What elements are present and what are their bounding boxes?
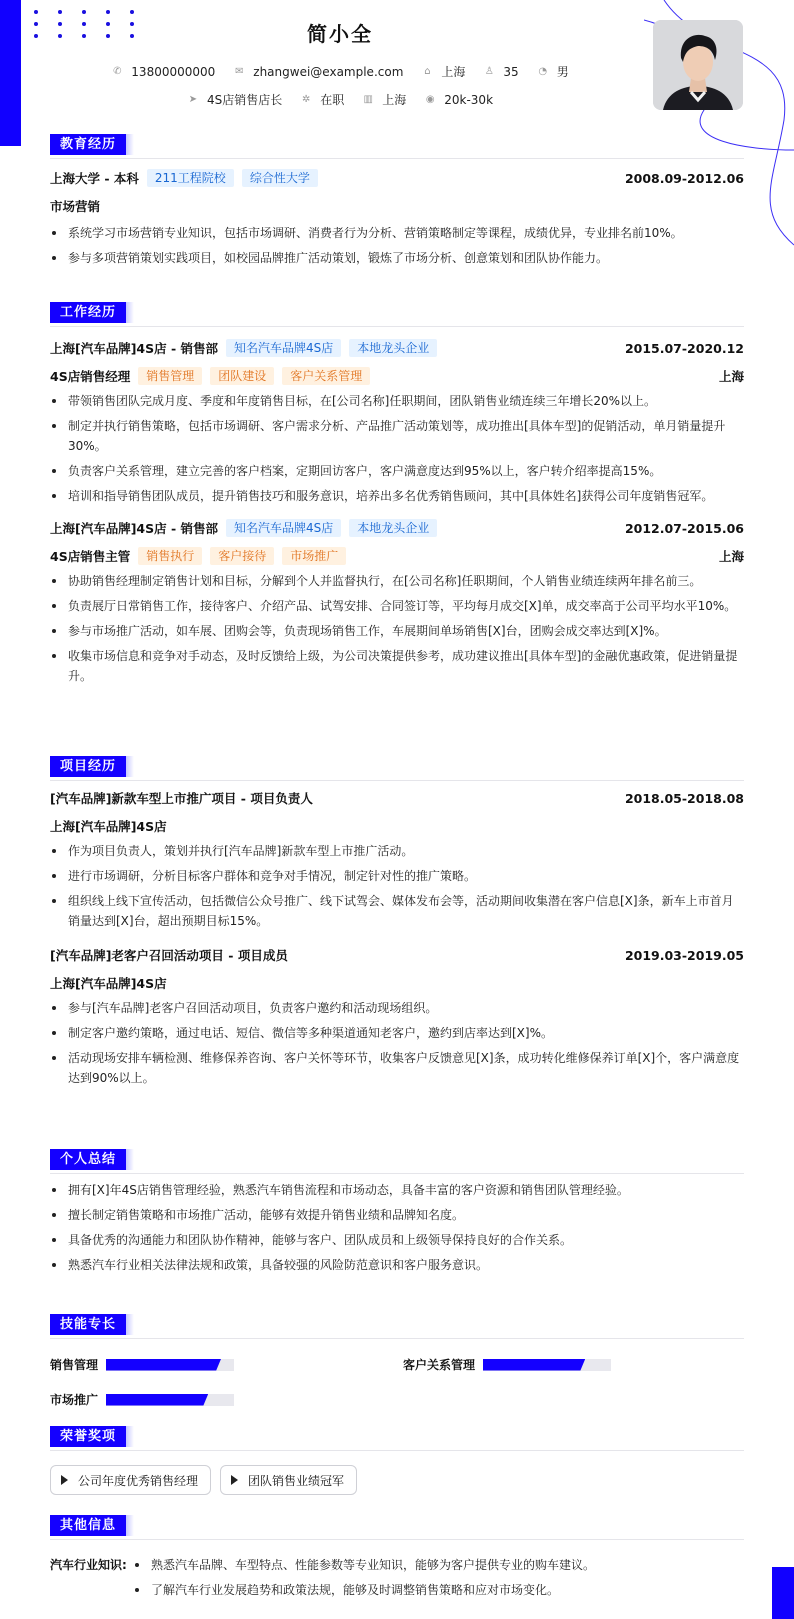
section-title: 工作经历 <box>50 302 126 323</box>
age-icon: ♙ <box>484 65 494 77</box>
skill-name: 市场推广 <box>50 1393 99 1407</box>
section-title: 教育经历 <box>50 134 126 155</box>
skill-name: 销售管理 <box>50 1358 99 1372</box>
section-title: 技能专长 <box>50 1314 126 1335</box>
work-section <box>50 302 744 686</box>
job-bullets <box>50 391 744 506</box>
list-item: 收集市场信息和竞争对手动态，及时反馈给上级，为公司决策提供参考，成功建议推出[具体车型]的金融优惠政策，促进销量提升。 <box>50 646 744 686</box>
awards-section <box>50 1426 744 1448</box>
list-item: 拥有[X]年4S店销售管理经验，熟悉汽车销售流程和市场动态，具备丰富的客户资源和销售团队管理经验。 <box>50 1180 744 1200</box>
list-item: 带领销售团队完成月度、季度和年度销售目标，在[公司名称]任职期间，团队销售业绩连续三年增长20%以上。 <box>50 391 744 411</box>
role-name: 4S店销售经理 <box>50 369 131 384</box>
list-item: 负责客户关系管理，建立完善的客户档案，定期回访客户，客户满意度达到95%以上，客户转介绍率提高15%。 <box>50 461 744 481</box>
home-icon: ⌂ <box>424 65 431 77</box>
major: 市场营销 <box>50 199 101 214</box>
list-item: 系统学习市场营销专业知识，包括市场调研、消费者行为分析、营销策略制定等课程，成绩优异，专业排名前10%。 <box>50 223 744 243</box>
role-tag: 销售管理 <box>138 367 202 385</box>
expected-salary: 20k-30k <box>444 92 494 107</box>
list-item: 培训和指导销售团队成员，提升销售技巧和服务意识，培养出多名优秀销售顾问，其中[具体姓名]获得公司年度销售冠军。 <box>50 486 744 506</box>
list-item: 擅长制定销售策略和市场推广活动，能够有效提升销售业绩和品牌知名度。 <box>50 1205 744 1225</box>
role-tag: 客户接待 <box>210 547 274 565</box>
role-tag: 市场推广 <box>282 547 346 565</box>
skill-item <box>50 1356 234 1373</box>
job-city: 上海 <box>718 369 744 384</box>
school-tag: 综合性大学 <box>242 169 318 187</box>
send-icon: ➤ <box>188 93 198 105</box>
project-header <box>50 945 744 965</box>
list-item: 作为项目负责人，策划并执行[汽车品牌]新款车型上市推广活动。 <box>50 841 744 861</box>
award-name: 公司年度优秀销售经理 <box>78 1473 199 1488</box>
status-icon: ✲ <box>302 93 311 105</box>
company-tag: 本地龙头企业 <box>349 519 437 537</box>
list-item: 参与市场推广活动，如车展、团购会等，负责现场销售工作，车展期间单场销售[X]台，团购会成交率达到[X]%。 <box>50 621 744 641</box>
summary-section <box>50 1149 744 1275</box>
section-title: 个人总结 <box>50 1149 126 1170</box>
education-bullets <box>50 223 744 268</box>
period: 2015.07-2020.12 <box>624 340 744 356</box>
employment-status: 在职 <box>320 93 345 107</box>
award-name: 团队销售业绩冠军 <box>248 1473 345 1488</box>
job-city: 上海 <box>718 549 744 564</box>
company-tag: 本地龙头企业 <box>349 339 437 357</box>
list-item: 熟悉汽车品牌、车型特点、性能参数等专业知识，能够为客户提供专业的购车建议。 <box>133 1555 743 1575</box>
summary-bullets <box>50 1180 744 1275</box>
list-item: 参与[汽车品牌]老客户召回活动项目，负责客户邀约和活动现场组织。 <box>50 998 744 1018</box>
skill-name: 客户关系管理 <box>403 1358 476 1372</box>
role-line <box>50 366 744 386</box>
list-item: 了解汽车行业发展趋势和政策法规，能够及时调整销售策略和应对市场变化。 <box>133 1580 743 1600</box>
project-org: 上海[汽车品牌]4S店 <box>50 819 167 834</box>
list-item: 制定并执行销售策略，包括市场调研、客户需求分析、产品推广活动策划等，成功推出[具体车型]的促销活动，单月销量提升30%。 <box>50 416 744 456</box>
gender-icon: ◔ <box>538 65 548 77</box>
list-item: 负责展厅日常销售工作，接待客户、介绍产品、试驾安排、合同签订等，平均每月成交[X]单，成交率高于公司平均水平10%。 <box>50 596 744 616</box>
other-label: 汽车行业知识: <box>50 1558 127 1572</box>
skill-bar <box>106 1394 234 1406</box>
avatar <box>653 20 743 110</box>
gender: 男 <box>556 65 569 79</box>
period: 2012.07-2015.06 <box>624 520 744 536</box>
list-item: 参与多项营销策划实践项目，如校园品牌推广活动策划，锻炼了市场分析、创意策划和团队协作能力。 <box>50 248 744 268</box>
project-name: [汽车品牌]新款车型上市推广项目 - 项目负责人 <box>50 791 313 806</box>
education-section <box>50 134 744 268</box>
company-name: 上海[汽车品牌]4S店 - 销售部 <box>50 521 219 536</box>
salary-icon: ◉ <box>425 93 435 105</box>
skill-level-fill <box>106 1394 208 1406</box>
project-name: [汽车品牌]老客户召回活动项目 - 项目成员 <box>50 948 288 963</box>
job-header <box>50 338 744 358</box>
section-title: 荣誉奖项 <box>50 1426 126 1447</box>
mail-icon: ✉ <box>235 65 244 77</box>
list-item: 协助销售经理制定销售计划和目标，分解到个人并监督执行，在[公司名称]任职期间，个人销售业绩连续两年排名前三。 <box>50 571 744 591</box>
role-tag: 客户关系管理 <box>282 367 370 385</box>
list-item: 具备优秀的沟通能力和团队协作精神，能够与客户、团队成员和上级领导保持良好的合作关系。 <box>50 1230 744 1250</box>
phone-icon: ✆ <box>113 65 122 77</box>
section-title: 项目经历 <box>50 756 126 777</box>
phone-number: 13800000000 <box>131 64 216 79</box>
other-section <box>50 1515 744 1537</box>
list-item: 进行市场调研，分析目标客户群体和竞争对手情况，制定针对性的推广策略。 <box>50 866 744 886</box>
skill-bar <box>483 1359 611 1371</box>
role-line <box>50 546 744 566</box>
section-title: 其他信息 <box>50 1515 126 1536</box>
school-name: 上海大学 - 本科 <box>50 171 139 186</box>
role-tag: 销售执行 <box>138 547 202 565</box>
job-header <box>50 518 744 538</box>
list-item: 制定客户邀约策略，通过电话、短信、微信等多种渠道通知老客户，邀约到店率达到[X]%。 <box>50 1023 744 1043</box>
job-bullets <box>50 571 744 686</box>
award-chip <box>50 1465 211 1495</box>
location: 上海 <box>441 65 466 79</box>
play-icon <box>231 1475 238 1485</box>
education-header <box>50 168 744 188</box>
company-tag: 知名汽车品牌4S店 <box>226 519 341 537</box>
job-intent-row <box>0 91 680 108</box>
skills-section <box>50 1314 744 1336</box>
project-bullets <box>50 841 744 931</box>
building-icon: ▥ <box>363 93 373 105</box>
list-item: 活动现场安排车辆检测、维修保养咨询、客户关怀等环节，收集客户反馈意见[X]条，成功转化维修保养订单[X]个，客户满意度达到90%以上。 <box>50 1048 744 1088</box>
list-item: 组织线上线下宣传活动，包括微信公众号推广、线下试驾会、媒体发布会等，活动期间收集潜在客户信息[X]条，新车上市首月销量达到[X]台，超出预期目标15%。 <box>50 891 744 931</box>
project-org: 上海[汽车品牌]4S店 <box>50 976 167 991</box>
skill-level-fill <box>106 1359 221 1371</box>
project-header <box>50 788 744 808</box>
other-bullets <box>133 1550 743 1600</box>
company-tag: 知名汽车品牌4S店 <box>226 339 341 357</box>
candidate-name: 简小全 <box>307 22 373 46</box>
target-position: 4S店销售店长 <box>206 93 283 107</box>
company-name: 上海[汽车品牌]4S店 - 销售部 <box>50 341 219 356</box>
period: 2019.03-2019.05 <box>624 947 744 963</box>
projects-section <box>50 756 744 1088</box>
period: 2018.05-2018.08 <box>624 790 744 806</box>
right-accent-bar <box>772 1567 794 1619</box>
project-bullets <box>50 998 744 1088</box>
contact-info-row <box>0 63 680 80</box>
skill-item <box>403 1356 611 1373</box>
award-chip <box>220 1465 357 1495</box>
expected-city: 上海 <box>382 93 407 107</box>
skill-level-fill <box>483 1359 585 1371</box>
skill-item <box>50 1391 234 1408</box>
role-tag: 团队建设 <box>210 367 274 385</box>
period: 2008.09-2012.06 <box>624 170 744 186</box>
skill-bar <box>106 1359 234 1371</box>
list-item: 熟悉汽车行业相关法律法规和政策，具备较强的风险防范意识和客户服务意识。 <box>50 1255 744 1275</box>
email-address: zhangwei@example.com <box>253 64 404 79</box>
role-name: 4S店销售主管 <box>50 549 131 564</box>
school-tag: 211工程院校 <box>147 169 234 187</box>
play-icon <box>61 1475 68 1485</box>
age: 35 <box>503 64 519 79</box>
